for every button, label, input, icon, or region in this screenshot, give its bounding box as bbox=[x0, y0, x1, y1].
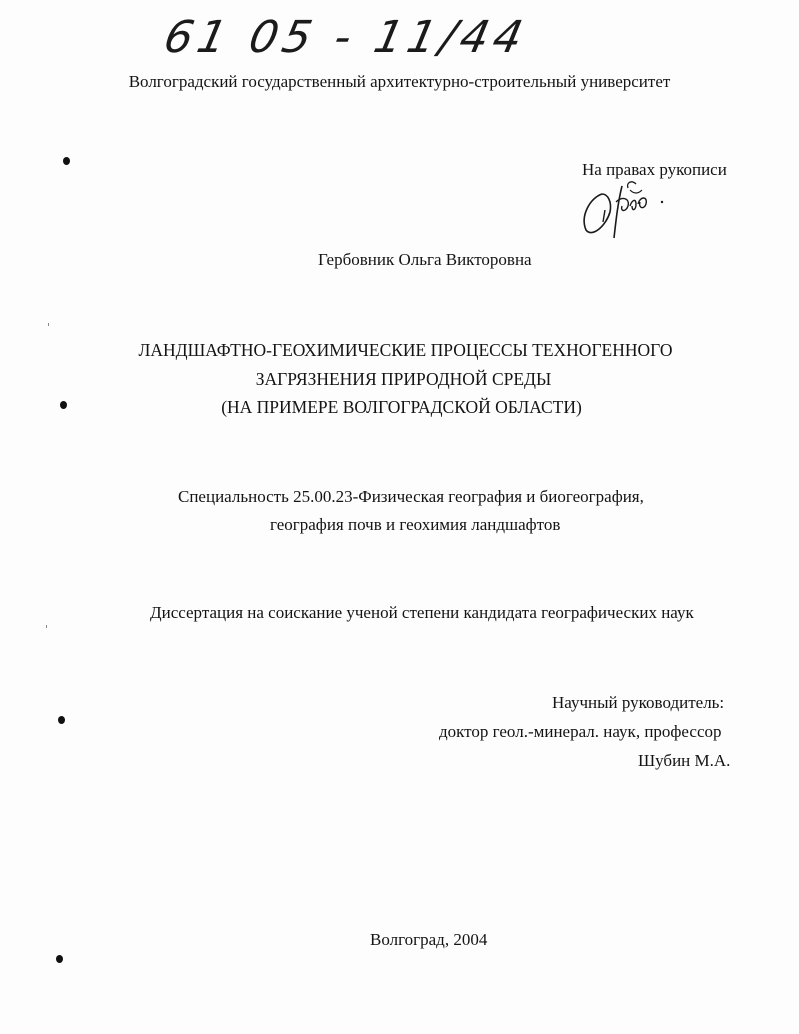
title-line-3: (НА ПРИМЕРЕ ВОЛГОГРАДСКОЙ ОБЛАСТИ) bbox=[221, 397, 582, 417]
university-name: Волгоградский государственный архитектурно-строительный университет bbox=[128, 72, 671, 91]
title-line-2: ЗАГРЯЗНЕНИЯ ПРИРОДНОЙ СРЕДЫ bbox=[255, 369, 552, 389]
specialty-line-2: география почв и геохимия ландшафтов bbox=[270, 515, 561, 534]
scan-speck bbox=[46, 625, 47, 628]
supervisor-name: Шубин М.А. bbox=[638, 751, 731, 770]
punch-hole-mark bbox=[63, 157, 70, 165]
title-line-1: ЛАНДШАФТНО-ГЕОХИМИЧЕСКИЕ ПРОЦЕССЫ ТЕХНОГЕННОГО bbox=[138, 340, 673, 360]
rights-note: На правах рукописи bbox=[582, 160, 727, 179]
punch-hole-mark bbox=[56, 955, 63, 963]
signature-icon bbox=[572, 172, 672, 242]
dissertation-statement: Диссертация на соискание ученой степени кандидата географических наук bbox=[150, 603, 694, 622]
specialty-line-1: Специальность 25.00.23-Физическая география и биогеография, bbox=[178, 487, 644, 506]
punch-hole-mark bbox=[58, 716, 65, 724]
city-year: Волгоград, 2004 bbox=[370, 930, 488, 949]
punch-hole-mark bbox=[60, 401, 67, 409]
scan-speck bbox=[48, 323, 49, 326]
author-name: Гербовник Ольга Викторовна bbox=[318, 250, 532, 269]
supervisor-degree: доктор геол.-минерал. наук, профессор bbox=[439, 722, 722, 741]
supervisor-label: Научный руководитель: bbox=[552, 693, 725, 712]
handwritten-code: 61 05 - 11/44 bbox=[159, 12, 533, 63]
